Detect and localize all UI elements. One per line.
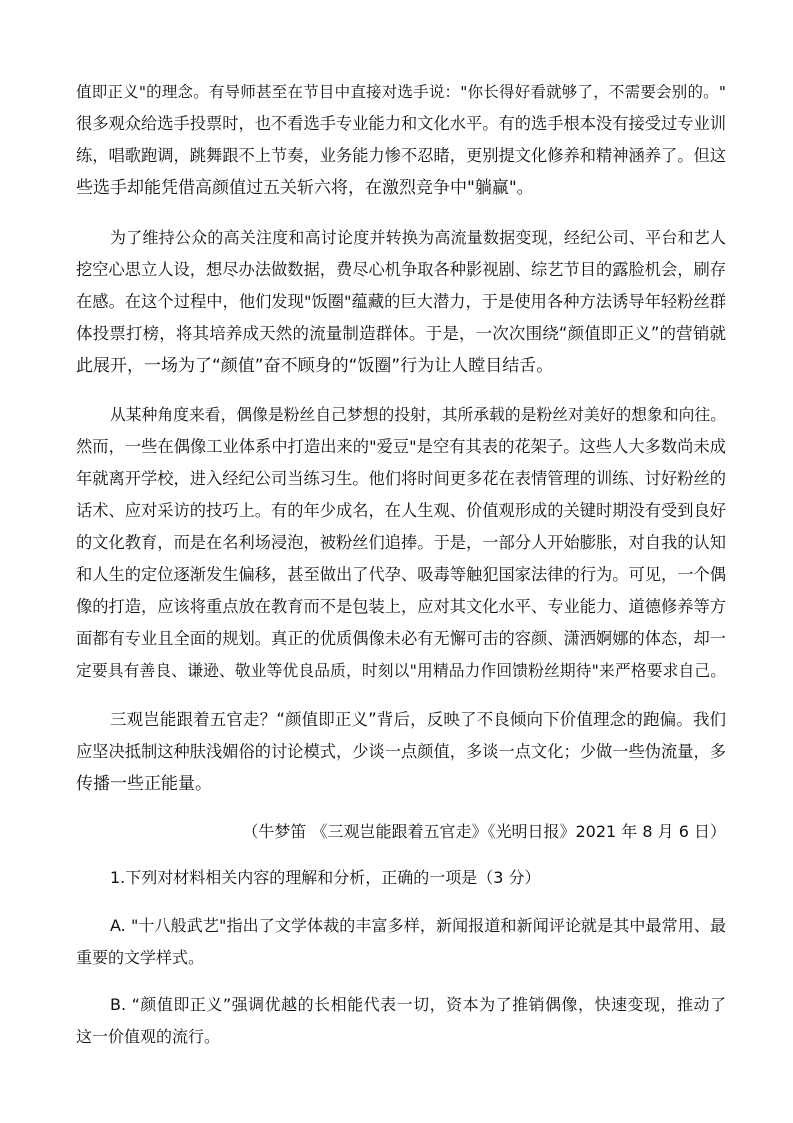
- option-text-line: A. "十八般武艺"指出了文学体裁的丰富多样，新闻报道和新闻评论就是其中最常用、最: [110, 916, 726, 935]
- text-line: 很多观众给选手投票时，也不看选手专业能力和文化水平。有的选手根本没有接受过专业训: [76, 114, 726, 133]
- text-line: 挖空心思立人设，想尽办法做数据，费尽心机争取各种影视剧、综艺节目的露脸机会，刷存: [76, 260, 726, 279]
- option-text-line: B. “颜值即正义”强调优越的长相能代表一切，资本为了推销偶像，快速变现，推动了: [110, 995, 726, 1014]
- text-line: 三观岂能跟着五官走？“颜值即正义”背后，反映了不良倾向下价值理念的跑偏。我们: [110, 710, 726, 729]
- text-line: 在感。在这个过程中，他们发现"饭圈"蕴藏的巨大潜力，于是使用各种方法诱导年轻粉丝群: [76, 292, 726, 311]
- text-line: 值即正义"的理念。有导师甚至在节目中直接对选手说："你长得好看就够了，不需要会别的。": [76, 83, 726, 101]
- text-line: 为了维持公众的高关注度和高讨论度并转换为高流量数据变现，经纪公司、平台和艺人: [110, 228, 726, 247]
- text-line: 像的打造，应该将重点放在教育而不是包装上，应对其文化水平、专业能力、道德修养等方: [76, 597, 726, 616]
- text-line: 从某种角度来看，偶像是粉丝自己梦想的投射，其所承载的是粉丝对美好的想象和向往。: [110, 405, 726, 424]
- text-line: 话术、应对采访的技巧上。有的年少成名，在人生观、价值观形成的关键时期没有受到良好: [76, 501, 726, 520]
- text-line: 年就离开学校，进入经纪公司当练习生。他们将时间更多花在表情管理的训练、讨好粉丝的: [76, 469, 726, 488]
- text-line: 的文化教育，而是在名利场浸泡，被粉丝们追捧。于是，一部分人开始膨胀，对自我的认知: [76, 533, 726, 552]
- option-text-line: 重要的文学样式。: [76, 948, 205, 967]
- text-line: 传播一些正能量。: [76, 774, 212, 794]
- source-citation: （牛梦笛 《三观岂能跟着五官走》《光明日报》2021 年 8 月 6 日）: [242, 822, 726, 841]
- option-text-line: 这一价值观的流行。: [76, 1027, 221, 1046]
- text-line: 和人生的定位逐渐发生偏移，甚至做出了代孕、吸毒等触犯国家法律的行为。可见，一个偶: [76, 565, 726, 584]
- text-line: 定要具有善良、谦逊、敬业等优良品质，时刻以"用精品力作回馈粉丝期待"来严格要求自己。: [76, 661, 726, 680]
- question-stem: 1.下列对材料相关内容的理解和分析，正确的一项是（3 分）: [110, 868, 541, 887]
- text-line: 应坚决抵制这种肤浅媚俗的讨论模式，少谈一点颜值，多谈一点文化；少做一些伪流量，多: [76, 742, 726, 761]
- text-line: 此展开，一场为了“颜值”奋不顾身的“饭圈”行为让人瞠目结舌。: [76, 356, 554, 376]
- text-line: 练，唱歌跑调，跳舞跟不上节奏，业务能力惨不忍睹，更别提文化修养和精神涵养了。但这: [76, 146, 726, 165]
- text-line: 然而，一些在偶像工业体系中打造出来的"爱豆"是空有其表的花架子。这些人大多数尚未成: [76, 437, 726, 456]
- text-line: 些选手却能凭借高颜值过五关斩六将，在激烈竞争中"躺赢"。: [76, 178, 534, 198]
- text-line: 面都有专业且全面的规划。真正的优质偶像未必有无懈可击的容颜、潇洒婀娜的体态，却一: [76, 629, 726, 648]
- text-line: 体投票打榜，将其培养成天然的流量制造群体。于是，一次次围绕“颜值即正义”的营销就: [76, 324, 726, 343]
